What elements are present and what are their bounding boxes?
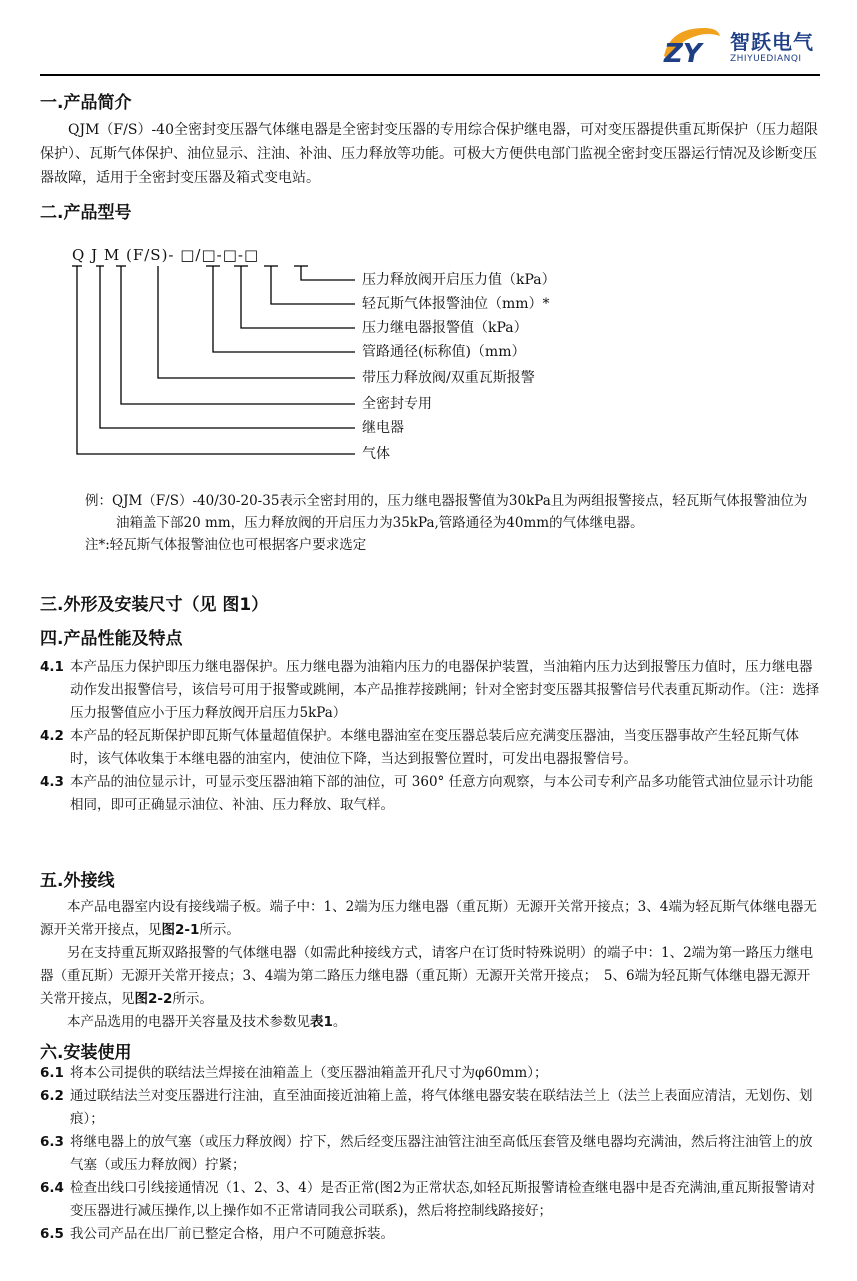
- section-title-dimensions: 三.外形及安装尺寸（见 图1）: [40, 595, 269, 615]
- item-number: 6.4: [40, 1180, 64, 1196]
- list-item: [40, 1177, 820, 1223]
- wiring-para-3: 本产品选用的电器开关容量及技术参数见表1。: [67, 1014, 347, 1030]
- wiring-para-2: 另在支持重瓦斯双路报警的气体继电器（如需此种接线方式，请客户在订货时特殊说明）的端子中：1、2端为第一路压力继电器（重瓦斯）无源开关常开接点；3、4端为第二路压力继电器（重瓦斯）无源开关常开接点； 5、6端为轻瓦斯气体继电器无源开关常开接点，见图2-2所示。: [40, 945, 814, 1007]
- item-text: 通过联结法兰对变压器进行注油，直至油面接近油箱上盖，将气体继电器安装在联结法兰上（法兰上表面应清洁，无划伤、划痕）；: [70, 1088, 813, 1127]
- list-item: [40, 1062, 820, 1085]
- model-label-gas: 气体: [362, 446, 390, 462]
- logo-name-en: ZHIYUEDIANQI: [730, 54, 802, 64]
- logo-mark-icon: [660, 22, 722, 72]
- list-item: [40, 1085, 820, 1131]
- model-label-release-valve: 带压力释放阀/双重瓦斯报警: [362, 370, 535, 386]
- list-item: [40, 1223, 820, 1246]
- company-logo: [660, 22, 830, 72]
- item-number: 6.2: [40, 1088, 64, 1104]
- table-ref-1: 表1: [310, 1014, 333, 1030]
- list-item: [40, 725, 820, 771]
- example-text: 例：QJM（F/S）-40/30-20-35表示全密封用的，压力继电器报警值为30kPa且为两组报警接点，轻瓦斯气体报警油位为油箱盖下部20 mm，压力释放阀的开启压力为35kPa,管路通径为40mm的气体继电器。: [85, 493, 808, 531]
- section-title-model: 二.产品型号: [40, 203, 132, 223]
- note-text: 注*:轻瓦斯气体报警油位也可根据客户要求选定: [85, 537, 367, 553]
- list-item: [40, 656, 820, 725]
- model-label-relay: 继电器: [362, 420, 404, 436]
- model-label-pipe-diameter: 管路通径(标称值)（mm）: [362, 344, 526, 360]
- model-label-sealed: 全密封专用: [362, 396, 432, 412]
- install-list: [40, 1062, 820, 1246]
- wiring-para-1: 本产品电器室内设有接线端子板。端子中：1、2端为压力继电器（重瓦斯）无源开关常开接点；3、4端为轻瓦斯气体继电器无源开关常开接点，见图2-1所示。: [40, 899, 817, 938]
- list-item: [40, 771, 820, 817]
- svg-text:ZY: ZY: [664, 39, 702, 69]
- logo-name-cn: 智跃电气: [730, 30, 814, 54]
- model-code-diagram: [60, 240, 620, 465]
- item-number: 6.5: [40, 1226, 64, 1242]
- section-title-features: 四.产品性能及特点: [40, 629, 183, 649]
- section-title-install: 六.安装使用: [40, 1043, 132, 1063]
- model-label-pressure-alarm: 压力继电器报警值（kPa）: [362, 320, 528, 336]
- figure-ref-2-2: 图2-2: [134, 991, 173, 1007]
- section-title-wiring: 五.外接线: [40, 871, 115, 891]
- item-text: 本产品的轻瓦斯保护即瓦斯气体量超值保护。本继电器油室在变压器总装后应充满变压器油，当变压器事故产生轻瓦斯气体时，该气体收集于本继电器的油室内，使油位下降，当达到报警位置时，可发出电器报警信号。: [70, 728, 799, 767]
- model-code: Q J M (F/S)- □/□-□-□: [72, 246, 260, 264]
- list-item: [40, 1131, 820, 1177]
- item-text: 将本公司提供的联结法兰焊接在油箱盖上（变压器油箱盖开孔尺寸为φ60mm）；: [70, 1065, 548, 1081]
- item-text: 本产品压力保护即压力继电器保护。压力继电器为油箱内压力的电器保护装置，当油箱内压力达到报警压力值时，压力继电器动作发出报警信号，该信号可用于报警或跳闸，本产品推荐接跳闸；针对全密封变压器其报警信号代表重瓦斯动作。（注：选择压力报警值应小于压力释放阀开启压力5kPa）: [70, 659, 820, 721]
- model-label-gas-oil-level: 轻瓦斯气体报警油位（mm）*: [362, 296, 550, 312]
- header-rule: [40, 74, 820, 76]
- intro-paragraph: [40, 118, 820, 190]
- item-text: 检查出线口引线接通情况（1、2、3、4）是否正常(图2为正常状态,如轻瓦斯报警请检查继电器中是否充满油,重瓦斯报警请对变压器进行减压操作,以上操作如不正常请同我公司联系)，然后将控制线路接好；: [70, 1180, 816, 1219]
- model-example: [85, 490, 820, 556]
- section-title-intro: 一.产品简介: [40, 93, 132, 113]
- figure-ref-2-1: 图2-1: [161, 922, 200, 938]
- wiring-paragraphs: [40, 896, 820, 1034]
- item-text: 将继电器上的放气塞（或压力释放阀）拧下，然后经变压器注油管注油至高低压套管及继电器均充满油，然后将注油管上的放气塞（或压力释放阀）拧紧；: [70, 1134, 813, 1173]
- model-label-release-pressure: 压力释放阀开启压力值（kPa）: [362, 272, 556, 288]
- item-text: 我公司产品在出厂前已整定合格，用户不可随意拆装。: [70, 1226, 394, 1242]
- features-list: [40, 656, 820, 817]
- item-number: 4.3: [40, 774, 64, 790]
- intro-text: QJM（F/S）-40全密封变压器气体继电器是全密封变压器的专用综合保护继电器，可对变压器提供重瓦斯保护（压力超限保护）、瓦斯气体保护、油位显示、注油、补油、压力释放等功能。可极大方便供电部门监视全密封变压器运行情况及诊断变压器故障，适用于全密封变压器及箱式变电站。: [40, 122, 818, 186]
- item-number: 4.2: [40, 728, 64, 744]
- item-number: 6.3: [40, 1134, 64, 1150]
- item-text: 本产品的油位显示计，可显示变压器油箱下部的油位，可 360° 任意方向观察，与本公司专利产品多功能管式油位显示计功能相同，即可正确显示油位、补油、压力释放、取气样。: [70, 774, 814, 813]
- item-number: 6.1: [40, 1065, 64, 1081]
- item-number: 4.1: [40, 659, 64, 675]
